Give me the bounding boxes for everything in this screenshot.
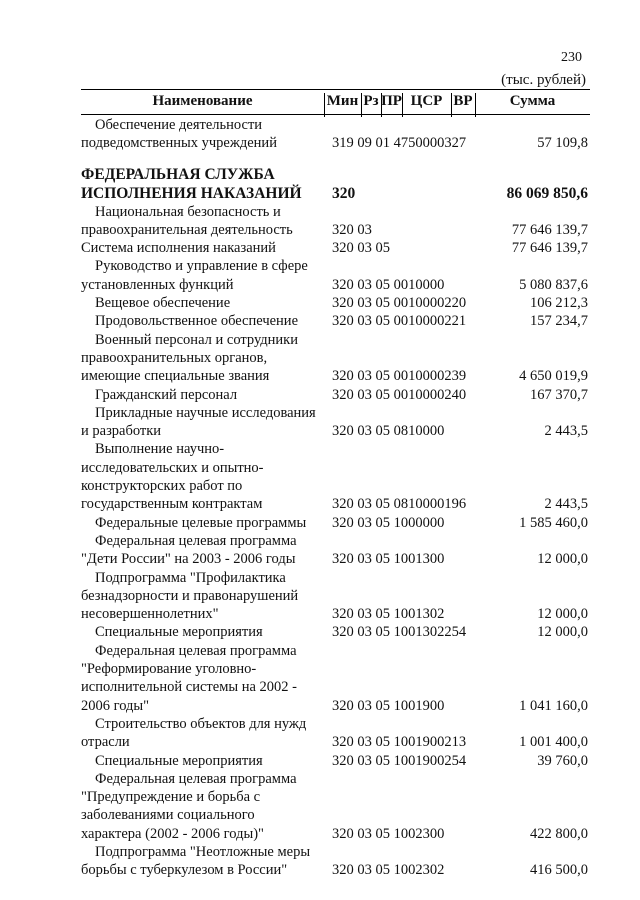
table-row xyxy=(0,843,640,880)
row-name-line: государственным контрактам xyxy=(81,496,263,513)
row-name-line: правоохранительных органов, xyxy=(81,349,268,366)
header-min: Мин xyxy=(326,93,359,109)
row-name-line: Строительство объектов для нужд xyxy=(95,715,307,732)
row-name xyxy=(81,404,326,441)
table-row xyxy=(0,404,640,441)
row-name-line: Руководство и управление в сфере xyxy=(95,258,308,275)
row-name-line: Обеспечение деятельности xyxy=(95,117,263,133)
row-name-line: ФЕДЕРАЛЬНАЯ СЛУЖБА xyxy=(81,165,275,183)
row-name xyxy=(81,294,326,312)
table-row xyxy=(0,331,640,386)
row-amount: 167 370,7 xyxy=(530,386,588,403)
row-name xyxy=(81,623,326,641)
table-row xyxy=(0,165,640,203)
row-name-line: Подпрограмма "Неотложные меры xyxy=(95,843,311,860)
row-code: 319 09 01 4750000327 xyxy=(332,135,467,152)
row-name-line: отрасли xyxy=(81,734,130,751)
row-name-line: "Реформирование уголовно- xyxy=(81,661,257,678)
row-code: 320 03 05 1001302254 xyxy=(332,624,467,641)
row-name-line: исследовательских и опытно- xyxy=(81,459,264,476)
row-amount: 1 001 400,0 xyxy=(519,734,588,751)
row-amount: 5 080 837,6 xyxy=(519,276,588,293)
row-name-line: Военный персонал и сотрудники xyxy=(95,331,298,348)
row-code: 320 03 05 0010000239 xyxy=(332,368,467,385)
row-name-line: ИСПОЛНЕНИЯ НАКАЗАНИЙ xyxy=(81,184,302,202)
row-name-line: 2006 годы" xyxy=(81,697,150,714)
row-amount: 12 000,0 xyxy=(537,551,588,568)
header-name: Наименование xyxy=(152,93,253,109)
row-name-line: Система исполнения наказаний xyxy=(81,240,276,257)
row-name-line: конструкторских работ по xyxy=(81,478,243,495)
row-code: 320 03 xyxy=(332,221,372,238)
row-amount: 12 000,0 xyxy=(537,606,588,623)
row-name-line: подведомственных учреждений xyxy=(81,135,277,152)
row-amount: 57 109,8 xyxy=(537,135,588,152)
row-amount: 86 069 850,6 xyxy=(506,184,588,202)
row-name xyxy=(81,843,326,880)
row-name-line: Прикладные научные исследования xyxy=(95,404,316,421)
table-row xyxy=(0,623,640,641)
row-name-line: исполнительной системы на 2002 - xyxy=(81,679,298,696)
row-code: 320 03 05 0810000 xyxy=(332,423,445,440)
row-name-line: несовершеннолетних" xyxy=(81,606,219,623)
row-code: 320 03 05 1001900254 xyxy=(332,752,467,769)
table-row xyxy=(0,569,640,624)
header-pr: ПР xyxy=(381,93,402,109)
row-name xyxy=(81,257,326,294)
header-rz: Рз xyxy=(363,93,379,109)
row-name xyxy=(81,203,326,240)
row-name-line: имеющие специальные звания xyxy=(81,368,270,385)
table-row xyxy=(0,752,640,770)
row-name xyxy=(81,116,326,153)
row-name-line: "Предупреждение и борьба с xyxy=(81,789,261,806)
row-code: 320 xyxy=(332,184,356,202)
row-name-line: Национальная безопасность и xyxy=(95,203,281,220)
row-amount: 39 760,0 xyxy=(537,752,588,769)
row-name-line: Федеральная целевая программа xyxy=(95,770,297,787)
unit-label: (тыс. рублей) xyxy=(501,72,586,88)
row-name-line: Специальные мероприятия xyxy=(95,624,263,641)
row-name xyxy=(81,770,326,843)
table-row xyxy=(0,770,640,843)
row-code: 320 03 05 0810000196 xyxy=(332,496,467,513)
row-code: 320 03 05 1002300 xyxy=(332,825,445,842)
row-name-line: Гражданский персонал xyxy=(95,386,238,403)
row-amount: 77 646 139,7 xyxy=(511,221,588,238)
row-amount: 416 500,0 xyxy=(530,862,588,879)
row-name-line: борьбы с туберкулезом в России" xyxy=(81,862,288,879)
page-number: 230 xyxy=(561,50,582,65)
row-amount: 1 041 160,0 xyxy=(519,697,588,714)
row-name-line: Выполнение научно- xyxy=(95,441,225,458)
row-code: 320 03 05 0010000221 xyxy=(332,313,467,330)
row-name xyxy=(81,715,326,752)
row-amount: 77 646 139,7 xyxy=(511,240,588,257)
row-name xyxy=(81,331,326,386)
row-code: 320 03 05 1002302 xyxy=(332,862,445,879)
row-name-line: и разработки xyxy=(81,423,162,440)
header-sum: Сумма xyxy=(509,93,556,109)
row-code: 320 03 05 1001900 xyxy=(332,697,445,714)
row-name-line: установленных функций xyxy=(81,276,234,293)
row-name xyxy=(81,386,326,404)
table-row xyxy=(0,386,640,404)
table-body xyxy=(0,116,640,880)
table-row xyxy=(0,715,640,752)
header-vr: ВР xyxy=(453,93,473,109)
row-name-line: Вещевое обеспечение xyxy=(95,295,231,312)
table-row xyxy=(0,239,640,257)
row-code: 320 03 05 1001900213 xyxy=(332,734,467,751)
row-amount: 2 443,5 xyxy=(544,423,588,440)
row-code: 320 03 05 0010000 xyxy=(332,276,445,293)
row-code: 320 03 05 0010000240 xyxy=(332,386,467,403)
row-name xyxy=(81,569,326,624)
row-name xyxy=(81,752,326,770)
row-name-line: Федеральные целевые программы xyxy=(95,514,307,531)
table-row xyxy=(0,514,640,532)
row-code: 320 03 05 1001300 xyxy=(332,551,445,568)
table-row xyxy=(0,116,640,153)
row-name xyxy=(81,239,326,257)
row-name-line: Подпрограмма "Профилактика xyxy=(95,569,286,586)
row-name xyxy=(81,514,326,532)
row-code: 320 03 05 xyxy=(332,240,390,257)
row-code: 320 03 05 0010000220 xyxy=(332,295,467,312)
row-name-line: Продовольственное обеспечение xyxy=(95,313,298,330)
table-row xyxy=(0,203,640,240)
row-name xyxy=(81,440,326,513)
row-name xyxy=(81,165,326,203)
row-name-line: Федеральная целевая программа xyxy=(95,642,297,659)
row-name-line: безнадзорности и правонарушений xyxy=(81,587,299,604)
row-amount: 1 585 460,0 xyxy=(519,514,588,531)
row-amount: 106 212,3 xyxy=(530,295,588,312)
table-row xyxy=(0,294,640,312)
row-amount: 2 443,5 xyxy=(544,496,588,513)
row-name-line: "Дети России" на 2003 - 2006 годы xyxy=(81,551,296,568)
row-name-line: характера (2002 - 2006 годы)" xyxy=(81,825,264,842)
row-amount: 422 800,0 xyxy=(530,825,588,842)
row-name-line: правоохранительная деятельность xyxy=(81,221,293,238)
row-name-line: заболеваниями социального xyxy=(81,807,255,824)
row-amount: 157 234,7 xyxy=(530,313,588,330)
row-name xyxy=(81,532,326,569)
row-name xyxy=(81,312,326,330)
row-name-line: Федеральная целевая программа xyxy=(95,532,297,549)
row-code: 320 03 05 1001302 xyxy=(332,606,445,623)
table-row xyxy=(0,312,640,330)
table-row xyxy=(0,257,640,294)
header-csr: ЦСР xyxy=(410,93,443,109)
row-amount: 4 650 019,9 xyxy=(519,368,588,385)
table-row xyxy=(0,440,640,513)
row-amount: 12 000,0 xyxy=(537,624,588,641)
table-row xyxy=(0,532,640,569)
row-name-line: Специальные мероприятия xyxy=(95,752,263,769)
table-header xyxy=(81,89,590,115)
row-code: 320 03 05 1000000 xyxy=(332,514,445,531)
row-name xyxy=(81,642,326,715)
table-row xyxy=(0,642,640,715)
